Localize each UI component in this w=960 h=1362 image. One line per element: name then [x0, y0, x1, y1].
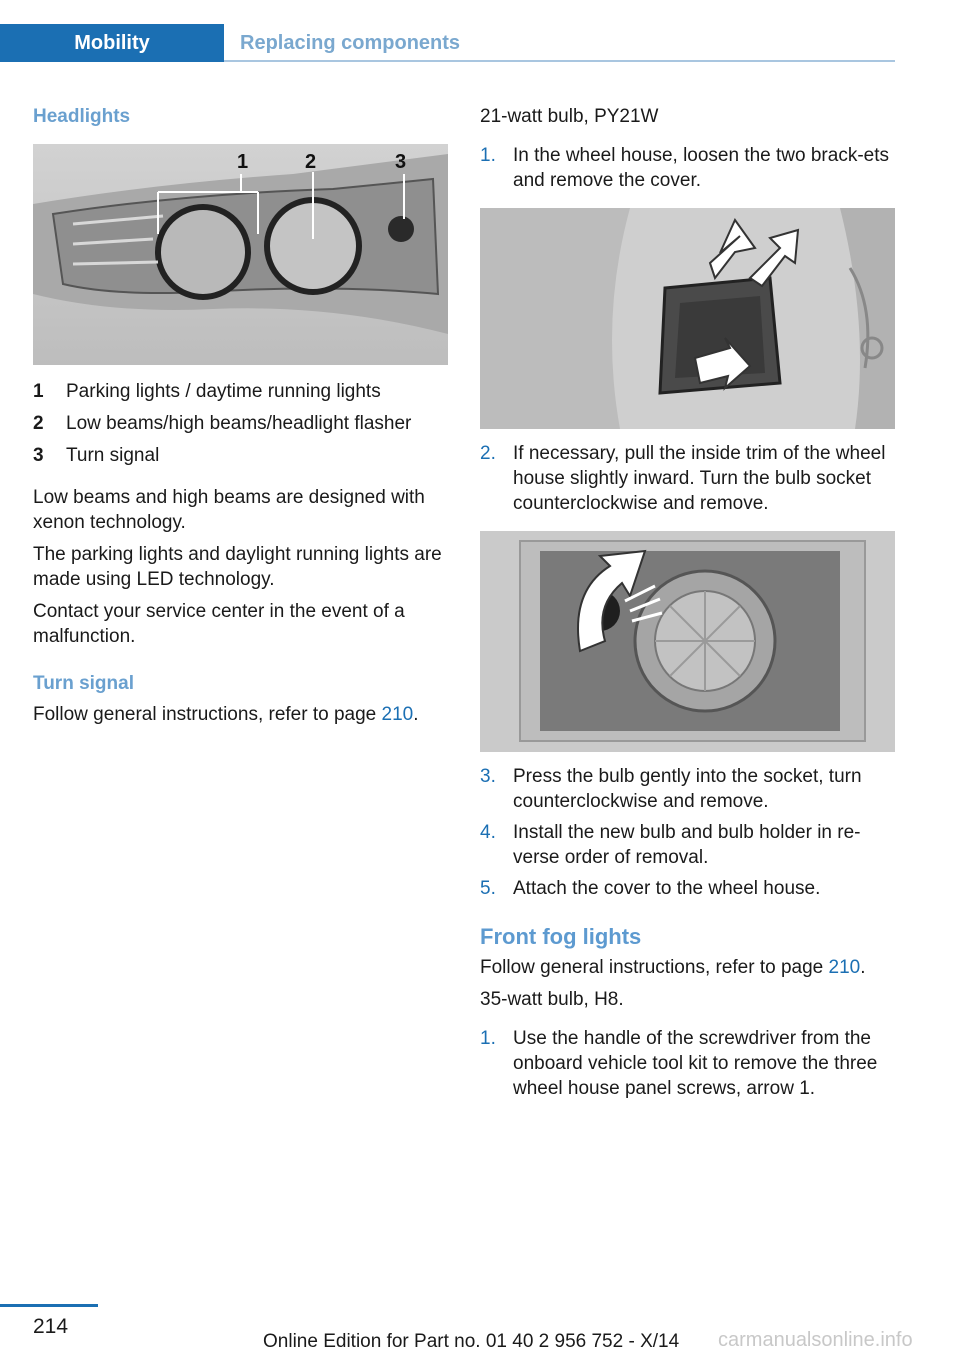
edition-line: Online Edition for Part no. 01 40 2 956 752 - X/14: [263, 1331, 680, 1352]
footer-rule: [0, 1304, 98, 1307]
legend-number: 3: [33, 445, 44, 466]
list-item: [480, 1026, 896, 1101]
fog-bulb-type: 35-watt bulb, H8.: [480, 989, 624, 1010]
step-number: 3.: [480, 766, 496, 787]
running-header: [0, 24, 895, 62]
step-text: Attach the cover to the wheel house.: [513, 878, 821, 899]
watermark: carmanualsonline.info: [718, 1329, 913, 1351]
headlight-figure: [33, 144, 448, 365]
legend-number: 1: [33, 381, 44, 402]
headlight-illustration: [33, 144, 448, 365]
step-text: Press the bulb gently into the socket, turn counterclockwise and remove.: [513, 766, 862, 812]
page-number: 214: [33, 1315, 69, 1338]
fog-instructions-suffix: .: [860, 957, 866, 978]
legend-item: [33, 411, 449, 443]
bulb-title: 21-watt bulb, PY21W: [480, 106, 659, 127]
turn-signal-paragraph: [33, 702, 449, 727]
header-rule: [224, 60, 895, 62]
list-item: [480, 876, 896, 901]
turn-signal-suffix: .: [413, 704, 419, 725]
step-text: If necessary, pull the inside trim of the wheel house slightly inward. Turn the bulb socket counterclockwise and remove.: [513, 443, 886, 514]
step-number: 1.: [480, 1028, 496, 1049]
step-text: Use the handle of the screwdriver from the onboard vehicle tool kit to remove the three wheel house panel screws, arrow 1.: [513, 1028, 878, 1099]
figure-legend: [33, 379, 449, 475]
legend-item: [33, 443, 449, 475]
legend-text: Turn signal: [66, 445, 160, 466]
right-column: [480, 100, 896, 1101]
paragraph-xenon: Low beams and high beams are designed with xenon technology.: [33, 487, 425, 533]
paragraph-service: Contact your service center in the event of a malfunction.: [33, 601, 405, 647]
step-number: 1.: [480, 145, 496, 166]
callout-1: 1: [237, 151, 249, 173]
page-link[interactable]: 210: [828, 957, 861, 978]
section-title: Replacing components: [240, 31, 461, 54]
step-number: 2.: [480, 443, 496, 464]
callout-2: 2: [305, 151, 317, 173]
paragraph-led: The parking lights and daylight running lights are made using LED technology.: [33, 544, 442, 590]
chapter-tab: Mobility: [0, 24, 224, 62]
legend-number: 2: [33, 413, 44, 434]
left-column: [33, 100, 449, 727]
page-link[interactable]: 210: [381, 704, 414, 725]
legend-text: Low beams/high beams/headlight flasher: [66, 413, 412, 434]
callout-3: 3: [395, 151, 407, 173]
list-item: [480, 764, 896, 814]
turn-signal-text: Follow general instructions, refer to page: [33, 704, 382, 725]
step-number: 5.: [480, 878, 496, 899]
list-item: [480, 143, 896, 193]
legend-item: [33, 379, 449, 411]
fog-instructions-paragraph: [480, 955, 896, 980]
list-item: [480, 820, 896, 870]
wheel-house-cover-figure: [480, 208, 895, 429]
step-text: Install the new bulb and bulb holder in re‐verse order of removal.: [513, 822, 861, 868]
list-item: [480, 441, 896, 516]
bulb-socket-illustration: [480, 531, 895, 752]
step-number: 4.: [480, 822, 496, 843]
front-fog-lights-heading: Front fog lights: [480, 924, 642, 949]
legend-text: Parking lights / daytime running lights: [66, 381, 381, 402]
wheel-house-cover-illustration: [480, 208, 895, 429]
steps-list: [480, 764, 896, 901]
turn-signal-heading: Turn signal: [33, 673, 134, 694]
fog-instructions-text: Follow general instructions, refer to page: [480, 957, 829, 978]
headlights-heading: Headlights: [33, 106, 131, 127]
bulb-socket-figure: [480, 531, 895, 752]
step-text: In the wheel house, loosen the two brack‐ets and remove the cover.: [513, 145, 890, 191]
